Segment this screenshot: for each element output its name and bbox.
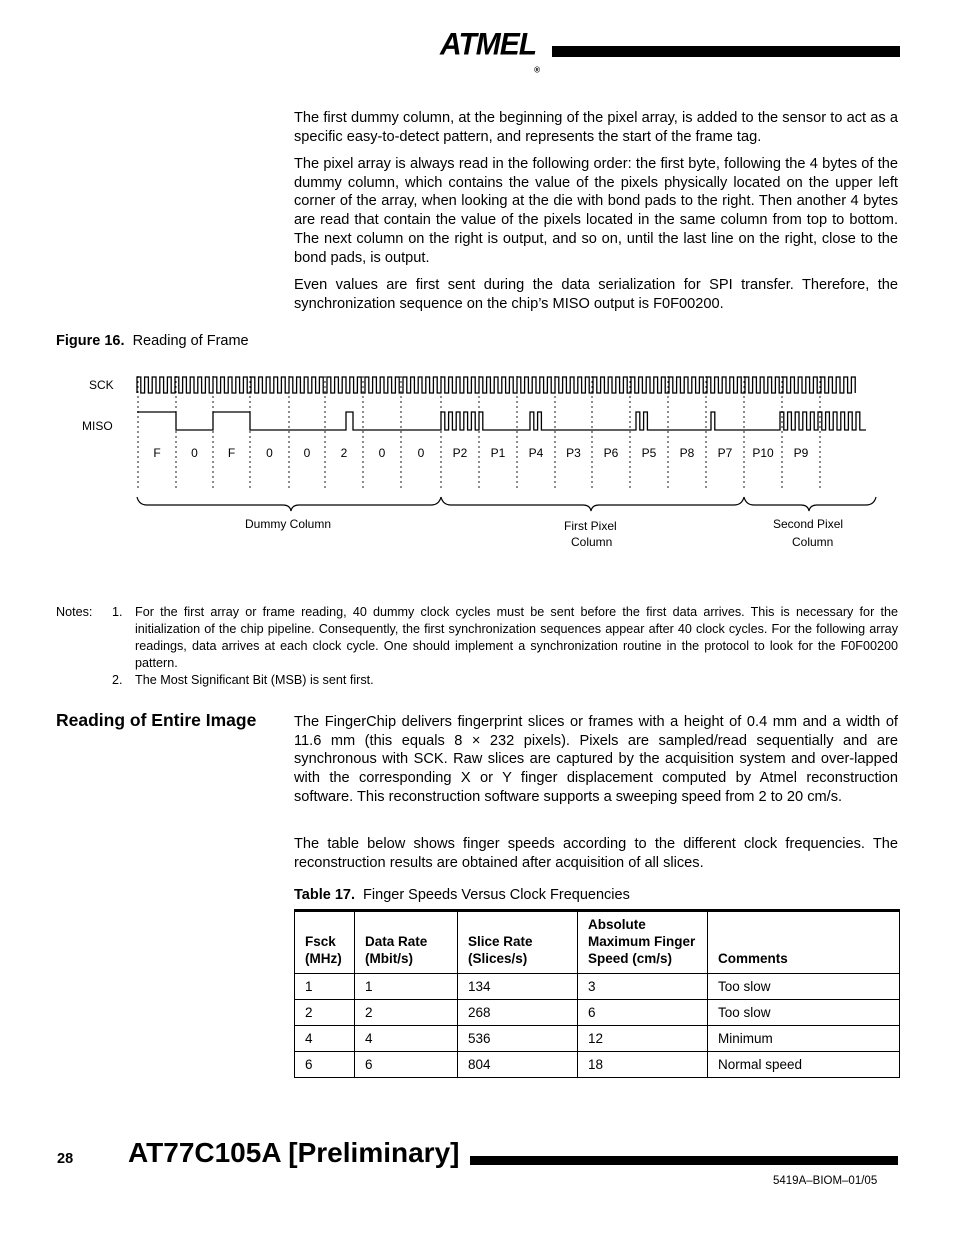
miso-waveform (137, 412, 866, 430)
table-row (295, 1052, 900, 1078)
nibble-label: F (227, 446, 236, 460)
group-label-dummy-column: Dummy Column (245, 517, 332, 531)
section-paragraph-2: The table below shows finger speeds according to the different clock frequencies. The reconstruction results are obtained after acquisition of all slices. (294, 836, 898, 871)
intro-paragraph-3: Even values are first sent during the data serialization for SPI transfer. Therefore, the synchronization sequence on the chip’s MISO output is F0F00200. (294, 277, 898, 312)
header-rule (552, 46, 900, 57)
header-comments: Comments (708, 911, 900, 974)
table-row (295, 1000, 900, 1026)
nibble-label: P9 (793, 446, 809, 460)
footer-rule (470, 1156, 898, 1165)
header-slice-rate: Slice Rate (Slices/s) (458, 911, 578, 974)
miso-label: MISO (82, 419, 113, 433)
nibble-label: 0 (191, 446, 198, 460)
table-cell: 4 (295, 1026, 355, 1052)
page-number: 28 (57, 1151, 74, 1167)
table-cell: 3 (578, 974, 708, 1000)
brace-second-pixel-column (744, 497, 876, 511)
nibble-label: 0 (303, 446, 311, 460)
table-cell: 6 (355, 1052, 458, 1078)
table-cell: 2 (355, 1000, 458, 1026)
note-text: The Most Significant Bit (MSB) is sent first. (135, 673, 374, 687)
intro-paragraph-2: The pixel array is always read in the following order: the first byte, following the 4 bytes of the dummy column, which contains the value of the pixels physically located on the upper left corner of the array, when looking at the die with bond pads to the right. Then another 4 bytes are read that contain the value of the pixels located in the same column from top to bottom. The next column on the right is output, and so on, until the last line on the right, close to the bond pads, is output. (294, 156, 898, 266)
sck-label: SCK (89, 378, 114, 392)
nibble-label: P8 (679, 446, 695, 460)
table-cell: Too slow (708, 1000, 900, 1026)
table-row (295, 1026, 900, 1052)
figure-title: Reading of Frame (132, 333, 249, 349)
group-label-second-pixel: Second Pixel (773, 517, 844, 531)
table-cell: Too slow (708, 974, 900, 1000)
figure-label: Figure 16. (56, 333, 125, 349)
table-cell: Minimum (708, 1026, 900, 1052)
sck-waveform (137, 377, 855, 393)
nibble-label: 2 (340, 446, 348, 460)
table-cell: 134 (458, 974, 578, 1000)
table-cell: 1 (355, 974, 458, 1000)
notes-label: Notes: (56, 605, 93, 619)
note-number: 1. (112, 605, 123, 619)
table-cell: 6 (578, 1000, 708, 1026)
header-data-rate: Data Rate (Mbit/s) (355, 911, 458, 974)
nibble-label: F (153, 446, 161, 460)
table-cell: 804 (458, 1052, 578, 1078)
table-row (295, 974, 900, 1000)
table-cell: 268 (458, 1000, 578, 1026)
group-label-first-pixel-column: Column (571, 535, 613, 549)
nibble-label: P5 (641, 446, 657, 460)
note-number: 2. (112, 673, 123, 687)
intro-paragraph-1: The first dummy column, at the beginning of the pixel array, is added to the sensor to act as a specific easy-to-detect pattern, and represents the start of the frame tag. (294, 110, 898, 145)
header-max-speed: Absolute Maximum Finger Speed (cm/s) (578, 911, 708, 974)
nibble-label: P2 (452, 446, 468, 460)
nibble-label: P1 (490, 446, 506, 460)
brace-first-pixel-column (441, 497, 744, 511)
document-code: 5419A–BIOM–01/05 (773, 1175, 878, 1187)
table-title: Finger Speeds Versus Clock Frequencies (363, 887, 630, 903)
table-cell: 4 (355, 1026, 458, 1052)
atmel-logo (440, 27, 541, 75)
nibble-label: 0 (417, 446, 425, 460)
nibble-label: 0 (266, 446, 273, 460)
table-label: Table 17. (294, 887, 355, 903)
nibble-label: P4 (528, 446, 544, 460)
nibble-label: 0 (378, 446, 386, 460)
logo-text: ATMEL (440, 27, 537, 62)
nibble-label: P3 (566, 446, 581, 460)
group-label-second-pixel-column: Column (792, 535, 834, 549)
table-cell: 18 (578, 1052, 708, 1078)
table-cell: Normal speed (708, 1052, 900, 1078)
header-fsck: Fsck (MHz) (295, 911, 355, 974)
table-cell: 6 (295, 1052, 355, 1078)
note-text: For the first array or frame reading, 40 dummy clock cycles must be sent before the first data arrives. This is necessary for the initialization of the chip pipeline. Consequently, the first synchronization sequences appear after 40 clock cycles. For the following array readings, data arrives at each clock cycle. One should implement a synchronization routine in the protocol to look for the F0F00200 pattern. (135, 605, 898, 670)
table-cell: 2 (295, 1000, 355, 1026)
nibble-label: P7 (717, 446, 733, 460)
registered-mark: ® (534, 64, 539, 75)
table-header-row (295, 911, 900, 974)
group-label-first-pixel: First Pixel (564, 519, 617, 533)
section-heading: Reading of Entire Image (56, 710, 257, 730)
figure-caption (56, 333, 249, 349)
table-cell: 1 (295, 974, 355, 1000)
finger-speed-table (294, 909, 900, 1078)
nibble-label: P10 (752, 446, 774, 460)
table-cell: 12 (578, 1026, 708, 1052)
table-cell: 536 (458, 1026, 578, 1052)
nibble-label: P6 (603, 446, 619, 460)
section-paragraph-1: The FingerChip delivers fingerprint slices or frames with a height of 0.4 mm and a width of 11.6 mm (this equals 8 × 232 pixels). Pixels are sampled/read sequentially and are synchronous with SCK. Raw slices are captured by the acquisition system and over-lapped with the corresponding X or Y finger displacement computed by Atmel reconstruction software. This reconstruction software supports a sweeping speed from 2 to 20 cm/s. (294, 714, 898, 805)
document-title: AT77C105A [Preliminary] (128, 1137, 460, 1168)
table-caption (294, 887, 630, 903)
brace-dummy-column (137, 497, 441, 511)
